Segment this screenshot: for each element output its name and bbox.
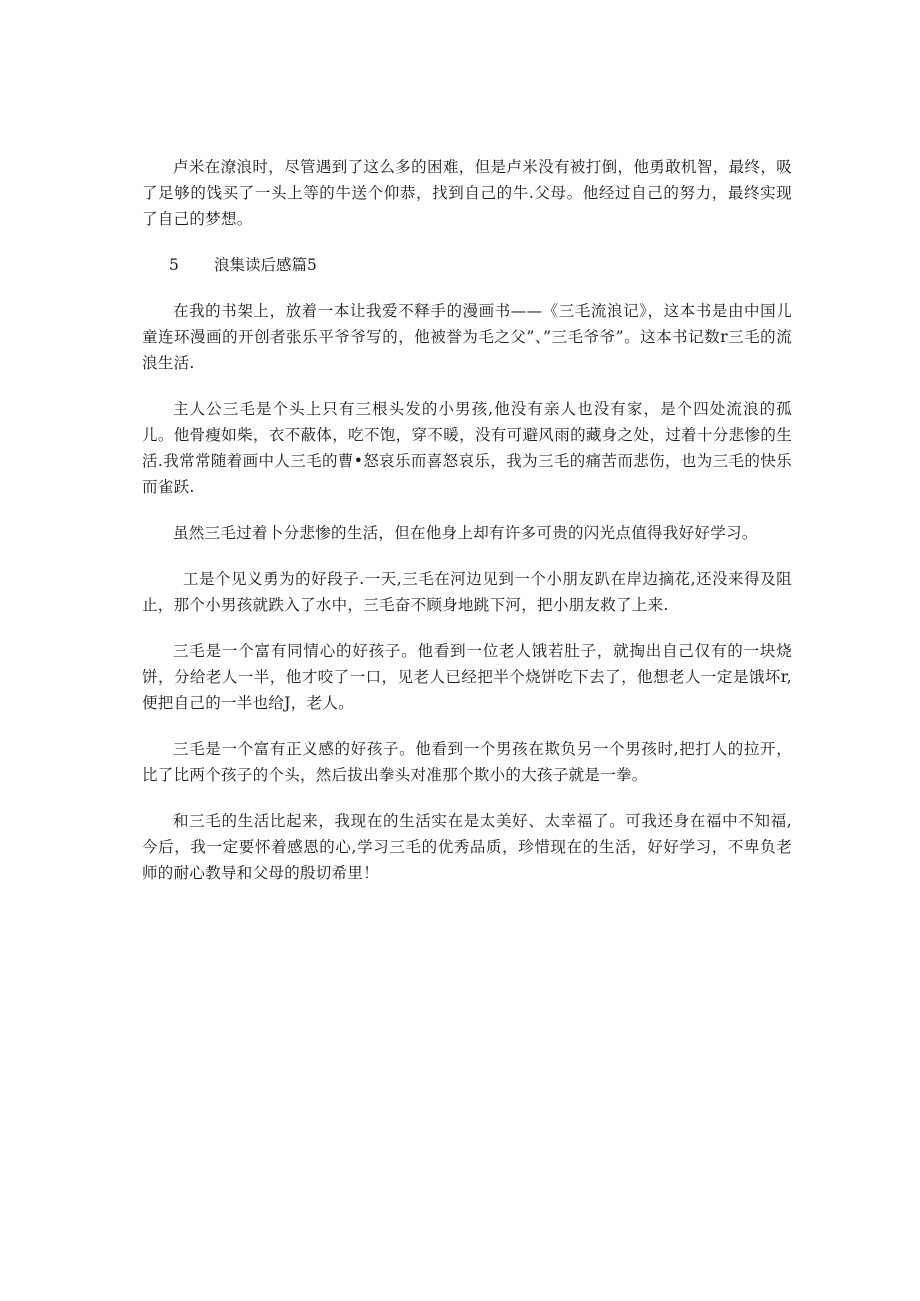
paragraph-virtues: 虽然三毛过着卜分悲惨的生活，但在他身上却有许多可贵的闪光点值得我好好学习。	[173, 524, 758, 542]
paragraph-justice: 三毛是一个富有正义感的好孩子。他看到一个男孩在欺负另一个男孩时,把打人的拉开，比了比两个孩子的个头，然后拔出拳头对准那个欺小的大孩子就是一拳。	[142, 740, 792, 784]
paragraph-lumi-summary: 卢米在潦浪时，尽管遇到了这么多的困难，但是卢米没有被打倒，他勇敢机智，最终，吸了足够的饯买了一头上等的牛送个仰恭，找到自己的牛.父母。他经过自己的努力，最终实现了自己的梦想。	[142, 158, 792, 228]
paragraph-compassion: 三毛是一个富有同情心的好孩子。他看到一位老人饿若肚子，就掏出自己仅有的一块烧饼，分给老人一半，他才咬了一口，见老人已经把半个烧饼吃下去了，他想老人一定是饿坏r,便把自己的一半也给J，老人。	[142, 642, 792, 712]
section-title: 浪集读后感篇5	[214, 256, 317, 274]
paragraph-brave: 工是个见义勇为的好段子.一天,三毛在河边见到一个小朋友趴在岸边摘花,还没来得及阻止，那个小男孩就跌入了水中，三毛奋不顾身地跳下河，把小朋友救了上来.	[142, 570, 792, 614]
document-body	[142, 154, 792, 906]
paragraph-protagonist: 主人公三毛是个头上只有三根头发的小男孩,他没有亲人也没有家，是个四处流浪的孤儿。他骨瘦如柴，衣不蔽体，吃不饱，穿不暖，没有可避风雨的藏身之处，过着十分悲惨的生活.我常常随着画中人三毛的曹•怒哀乐而喜怒哀乐，我为三毛的痛苦而悲伤，也为三毛的快乐而雀跃.	[142, 400, 792, 496]
section-heading	[142, 252, 792, 278]
paragraph-conclusion: 和三毛的生活比起来，我现在的生活实在是太美好、太幸福了。可我还身在福中不知福,今后，我一定要怀着感恩的心,学习三毛的优秀品质，珍惜现在的生活，好好学习，不卑负老师的耐心教导和父母的殷切希里！	[142, 812, 792, 882]
section-number: 5	[169, 256, 179, 274]
paragraph-intro: 在我的书架上，放着一本让我爱不释手的漫画书——《三毛流浪记》，这本书是由中国儿童连环漫画的开创者张乐平爷爷写的，他被誉为毛之父”、”三毛爷爷”。这本书记数r三毛的流浪生活.	[142, 302, 792, 372]
